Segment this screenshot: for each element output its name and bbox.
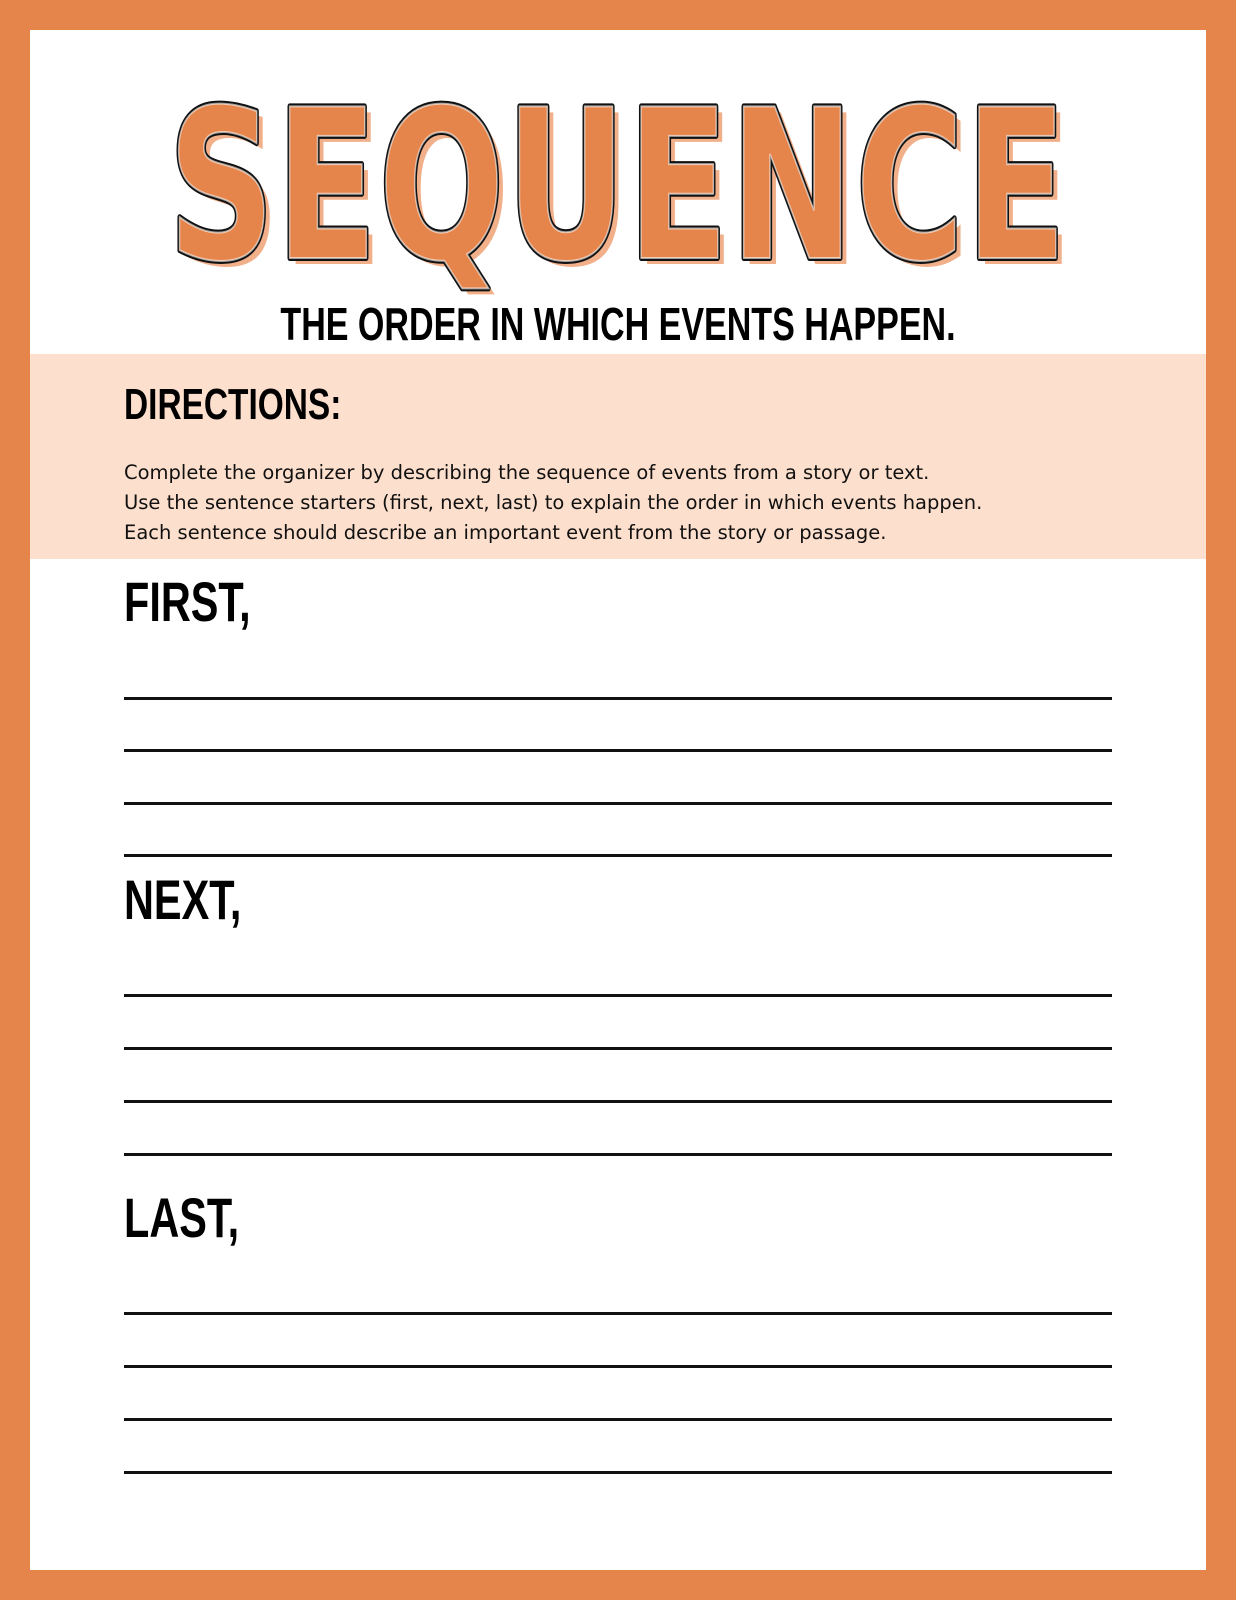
directions-text: [124, 458, 1124, 548]
writing-line[interactable]: [124, 1312, 1112, 1315]
title-inner-highlight: SEQUENCE: [168, 78, 1068, 298]
writing-line[interactable]: [124, 1047, 1112, 1050]
writing-line[interactable]: [124, 1471, 1112, 1474]
title-graphic: [30, 78, 1206, 298]
section-label-first: FIRST,: [124, 570, 251, 633]
directions-line: Use the sentence starters (first, next, last) to explain the order in which events happen.: [124, 491, 983, 514]
writing-line[interactable]: [124, 994, 1112, 997]
writing-line[interactable]: [124, 1153, 1112, 1156]
directions-panel: [30, 354, 1206, 559]
writing-line[interactable]: [124, 749, 1112, 752]
page-title: SEQUENCE: [168, 78, 1068, 298]
section-next: [124, 870, 1112, 1160]
section-last: [124, 1188, 1112, 1478]
directions-heading: DIRECTIONS:: [124, 380, 342, 429]
title-shadow: SEQUENCE: [174, 78, 1074, 298]
page-subtitle: THE ORDER IN WHICH EVENTS HAPPEN.: [280, 298, 956, 350]
writing-line[interactable]: [124, 1100, 1112, 1103]
section-first: [124, 572, 1112, 862]
writing-line[interactable]: [124, 1365, 1112, 1368]
writing-line[interactable]: [124, 697, 1112, 700]
directions-line: Complete the organizer by describing the sequence of events from a story or text.: [124, 461, 930, 484]
writing-line[interactable]: [124, 802, 1112, 805]
directions-line: Each sentence should describe an important event from the story or passage.: [124, 521, 887, 544]
writing-line[interactable]: [124, 854, 1112, 857]
writing-line[interactable]: [124, 1418, 1112, 1421]
section-label-last: LAST,: [124, 1186, 240, 1249]
section-label-next: NEXT,: [124, 868, 242, 931]
title-block: [30, 78, 1206, 298]
